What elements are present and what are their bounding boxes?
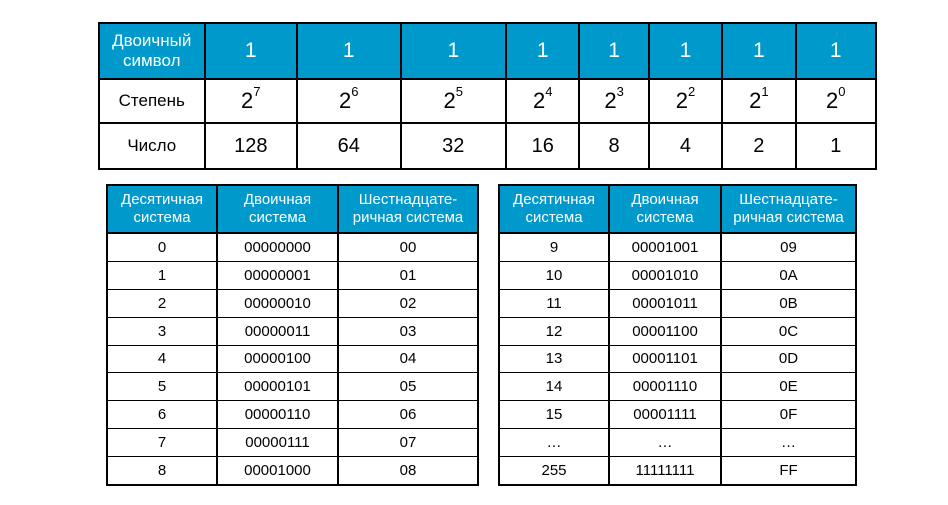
hex-cell: 07 [338, 429, 478, 457]
number-label: Число [99, 123, 205, 169]
table-row [499, 261, 856, 289]
conversion-table-left [106, 184, 479, 486]
hex-header: Шестнадцате-ричная система [721, 185, 856, 233]
power-cell: $2^0$ [796, 79, 876, 123]
power-cell: $2^2$ [649, 79, 722, 123]
number-row [99, 123, 876, 169]
bit-cell: 1 [297, 23, 401, 79]
table-header-row [107, 185, 478, 233]
binary-cell: 00001100 [609, 317, 721, 345]
table-row [499, 457, 856, 485]
decimal-cell: 7 [107, 429, 217, 457]
decimal-cell: 8 [107, 457, 217, 485]
power-cell: $2^5$ [401, 79, 507, 123]
hex-cell: 01 [338, 261, 478, 289]
bit-cell: 1 [796, 23, 876, 79]
decimal-cell: 255 [499, 457, 609, 485]
binary-cell: 00000111 [217, 429, 338, 457]
power-cell: $2^3$ [579, 79, 648, 123]
power-cell: $2^6$ [297, 79, 401, 123]
binary-header: Двоичная система [609, 185, 721, 233]
bit-cell: 1 [579, 23, 648, 79]
number-cell: 8 [579, 123, 648, 169]
binary-cell: 00001111 [609, 401, 721, 429]
table-row [499, 233, 856, 261]
bit-cell: 1 [649, 23, 722, 79]
hex-cell: 02 [338, 289, 478, 317]
binary-cell: 00001011 [609, 289, 721, 317]
binary-cell: 11111111 [609, 457, 721, 485]
table-row [107, 429, 478, 457]
decimal-cell: 5 [107, 373, 217, 401]
binary-cell: 00000110 [217, 401, 338, 429]
hex-cell: 03 [338, 317, 478, 345]
binary-cell: … [609, 429, 721, 457]
table-row [499, 289, 856, 317]
hex-header: Шестнадцате-ричная система [338, 185, 478, 233]
power-label: Степень [99, 79, 205, 123]
hex-cell: 0E [721, 373, 856, 401]
decimal-cell: 9 [499, 233, 609, 261]
power-row [99, 79, 876, 123]
number-cell: 32 [401, 123, 507, 169]
table-row [107, 457, 478, 485]
decimal-header: Десятичная система [107, 185, 217, 233]
power-cell: $2^1$ [722, 79, 795, 123]
hex-cell: 0C [721, 317, 856, 345]
table-row [499, 317, 856, 345]
table-row [107, 261, 478, 289]
binary-symbol-row [99, 23, 876, 79]
hex-cell: 0F [721, 401, 856, 429]
hex-cell: 04 [338, 345, 478, 373]
decimal-cell: 1 [107, 261, 217, 289]
table-row [107, 233, 478, 261]
decimal-cell: 11 [499, 289, 609, 317]
hex-cell: 00 [338, 233, 478, 261]
bit-cell: 1 [205, 23, 297, 79]
binary-cell: 00000001 [217, 261, 338, 289]
binary-cell: 00000010 [217, 289, 338, 317]
decimal-cell: 4 [107, 345, 217, 373]
number-cell: 128 [205, 123, 297, 169]
number-cell: 64 [297, 123, 401, 169]
hex-cell: 0A [721, 261, 856, 289]
decimal-cell: 12 [499, 317, 609, 345]
hex-cell: 06 [338, 401, 478, 429]
power-cell: $2^4$ [506, 79, 579, 123]
decimal-cell: 10 [499, 261, 609, 289]
binary-cell: 00001000 [217, 457, 338, 485]
table-row [499, 373, 856, 401]
decimal-cell: 0 [107, 233, 217, 261]
table-header-row [499, 185, 856, 233]
number-cell: 16 [506, 123, 579, 169]
hex-cell: 05 [338, 373, 478, 401]
decimal-cell: 2 [107, 289, 217, 317]
binary-symbol-label: Двоичный символ [99, 23, 205, 79]
decimal-cell: 14 [499, 373, 609, 401]
binary-cell: 00001010 [609, 261, 721, 289]
bit-cell: 1 [722, 23, 795, 79]
binary-cell: 00000100 [217, 345, 338, 373]
table-row [107, 373, 478, 401]
table-row [499, 429, 856, 457]
bit-cell: 1 [506, 23, 579, 79]
table-row [107, 289, 478, 317]
table-row [107, 401, 478, 429]
hex-cell: 0D [721, 345, 856, 373]
number-cell: 1 [796, 123, 876, 169]
table-row [107, 317, 478, 345]
binary-cell: 00001001 [609, 233, 721, 261]
decimal-cell: … [499, 429, 609, 457]
decimal-header: Десятичная система [499, 185, 609, 233]
decimal-cell: 13 [499, 345, 609, 373]
decimal-cell: 6 [107, 401, 217, 429]
hex-cell: 09 [721, 233, 856, 261]
hex-cell: 0B [721, 289, 856, 317]
table-row [499, 401, 856, 429]
power-cell: $2^7$ [205, 79, 297, 123]
binary-cell: 00000101 [217, 373, 338, 401]
binary-header: Двоичная система [217, 185, 338, 233]
binary-cell: 00000011 [217, 317, 338, 345]
decimal-cell: 15 [499, 401, 609, 429]
table-row [499, 345, 856, 373]
number-cell: 4 [649, 123, 722, 169]
bit-cell: 1 [401, 23, 507, 79]
powers-of-two-table [98, 22, 877, 170]
number-cell: 2 [722, 123, 795, 169]
hex-cell: … [721, 429, 856, 457]
table-row [107, 345, 478, 373]
decimal-cell: 3 [107, 317, 217, 345]
binary-cell: 00001101 [609, 345, 721, 373]
hex-cell: FF [721, 457, 856, 485]
hex-cell: 08 [338, 457, 478, 485]
conversion-table-right [498, 184, 857, 486]
binary-cell: 00000000 [217, 233, 338, 261]
binary-cell: 00001110 [609, 373, 721, 401]
